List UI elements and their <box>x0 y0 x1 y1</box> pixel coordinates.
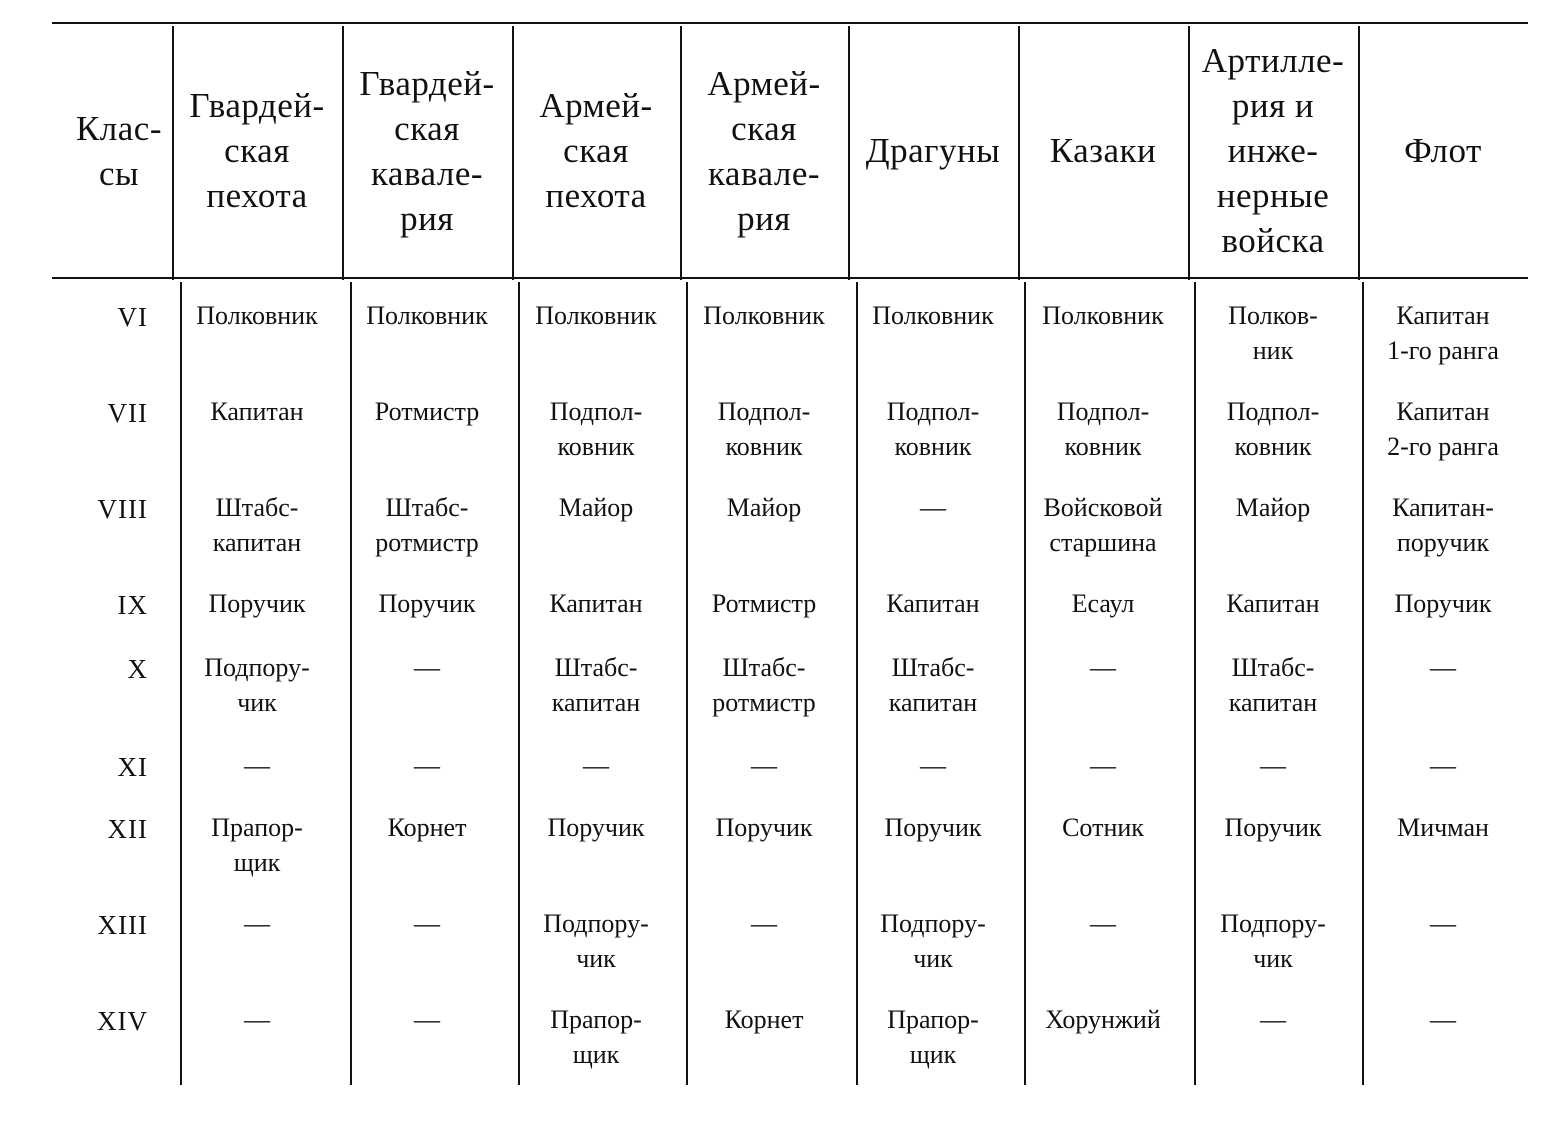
rank-cell-dragoons: Подпол- ковник <box>886 397 980 461</box>
rank-cell-army-cavalry: Корнет <box>724 1005 804 1034</box>
class-numeral: XII <box>107 814 148 844</box>
rank-cell-army-infantry: Полковник <box>535 301 657 330</box>
rank-cell-army-cavalry: — <box>751 909 777 938</box>
rank-cell-dragoons: Капитан <box>886 589 980 618</box>
rank-cell-army-infantry: Прапор- щик <box>550 1005 642 1069</box>
rank-cell-guard-infantry: Поручик <box>208 589 306 618</box>
rank-cell-guard-infantry: Капитан <box>210 397 304 426</box>
rank-cell-artillery-engineers: Подпору- чик <box>1220 909 1326 973</box>
rank-cell-navy: Мичман <box>1397 813 1489 842</box>
class-numeral: X <box>127 654 148 684</box>
rank-cell-navy: — <box>1430 1005 1456 1034</box>
rank-cell-cossacks: Сотник <box>1062 813 1144 842</box>
rank-cell-dragoons: Полковник <box>872 301 994 330</box>
rank-cell-army-infantry: — <box>583 751 609 780</box>
rank-cell-dragoons: Штабс- капитан <box>888 653 978 717</box>
rank-cell-navy: — <box>1430 909 1456 938</box>
rank-cell-cossacks: Хорунжий <box>1045 1005 1161 1034</box>
rank-cell-artillery-engineers: Подпол- ковник <box>1226 397 1320 461</box>
rank-cell-guard-infantry: — <box>244 1005 270 1034</box>
rank-cell-army-infantry: Штабс- капитан <box>551 653 641 717</box>
header-artillery-engineers: Артилле- рия и инже- нерные войска <box>1201 41 1345 260</box>
rank-cell-army-infantry: Майор <box>558 493 634 522</box>
header-cossacks: Казаки <box>1049 131 1157 170</box>
rank-cell-artillery-engineers: Поручик <box>1224 813 1322 842</box>
rank-cell-guard-cavalry: Штабс- ротмистр <box>375 493 479 557</box>
rank-cell-guard-cavalry: Полковник <box>366 301 488 330</box>
rank-cell-guard-cavalry: — <box>414 909 440 938</box>
rank-cell-navy: Капитан 2-го ранга <box>1387 397 1499 461</box>
rank-cell-army-cavalry: Поручик <box>715 813 813 842</box>
rank-cell-guard-infantry: — <box>244 909 270 938</box>
rank-cell-guard-infantry: Подпору- чик <box>204 653 310 717</box>
rank-cell-army-cavalry: Штабс- ротмистр <box>712 653 816 717</box>
class-numeral: XI <box>117 752 148 782</box>
rank-cell-guard-cavalry: Корнет <box>387 813 467 842</box>
rank-cell-guard-infantry: Штабс- капитан <box>212 493 302 557</box>
rank-cell-dragoons: Прапор- щик <box>887 1005 979 1069</box>
rank-cell-dragoons: — <box>920 751 946 780</box>
rank-cell-cossacks: — <box>1090 909 1116 938</box>
rank-cell-cossacks: — <box>1090 751 1116 780</box>
rank-cell-guard-cavalry: Ротмистр <box>374 397 480 426</box>
rank-cell-guard-cavalry: Поручик <box>378 589 476 618</box>
class-numeral: VI <box>117 302 148 332</box>
header-classes: Клас- сы <box>75 108 162 193</box>
header-army-infantry: Армей- ская пехота <box>539 86 653 215</box>
header-rule <box>52 277 1528 279</box>
rank-cell-cossacks: Полковник <box>1042 301 1164 330</box>
rank-cell-dragoons: Поручик <box>884 813 982 842</box>
class-numeral: XIV <box>97 1006 148 1036</box>
rank-cell-army-cavalry: Ротмистр <box>711 589 817 618</box>
rank-cell-guard-infantry: Прапор- щик <box>211 813 303 877</box>
header-dragoons: Драгуны <box>865 131 1001 170</box>
rank-cell-army-cavalry: Полковник <box>703 301 825 330</box>
rank-cell-army-infantry: Поручик <box>547 813 645 842</box>
rank-cell-artillery-engineers: Майор <box>1235 493 1311 522</box>
header-guard-infantry: Гвардей- ская пехота <box>189 86 325 215</box>
rank-cell-artillery-engineers: — <box>1260 1005 1286 1034</box>
rank-cell-cossacks: — <box>1090 653 1116 682</box>
rank-cell-guard-cavalry: — <box>414 751 440 780</box>
rank-cell-cossacks: Есаул <box>1071 589 1135 618</box>
rank-cell-guard-cavalry: — <box>414 1005 440 1034</box>
rank-cell-army-cavalry: Подпол- ковник <box>717 397 811 461</box>
class-numeral: VIII <box>97 494 148 524</box>
header-guard-cavalry: Гвардей- ская кавале- рия <box>359 63 495 238</box>
rank-cell-guard-infantry: — <box>244 751 270 780</box>
rank-cell-dragoons: Подпору- чик <box>880 909 986 973</box>
rank-cell-navy: — <box>1430 653 1456 682</box>
rank-cell-guard-infantry: Полковник <box>196 301 318 330</box>
rank-cell-artillery-engineers: — <box>1260 751 1286 780</box>
rank-cell-cossacks: Подпол- ковник <box>1056 397 1150 461</box>
rank-cell-navy: Капитан- поручик <box>1392 493 1494 557</box>
rank-cell-navy: — <box>1430 751 1456 780</box>
rank-cell-navy: Капитан 1-го ранга <box>1387 301 1499 365</box>
rank-cell-army-cavalry: — <box>751 751 777 780</box>
rank-cell-dragoons: — <box>920 493 946 522</box>
rank-cell-army-infantry: Капитан <box>549 589 643 618</box>
rank-cell-guard-cavalry: — <box>414 653 440 682</box>
rank-cell-cossacks: Войсковой старшина <box>1043 493 1163 557</box>
rank-cell-navy: Поручик <box>1394 589 1492 618</box>
rank-cell-artillery-engineers: Полков- ник <box>1228 301 1318 365</box>
class-numeral: XIII <box>97 910 148 940</box>
rank-cell-army-infantry: Подпол- ковник <box>549 397 643 461</box>
class-numeral: VII <box>107 398 148 428</box>
rank-cell-artillery-engineers: Капитан <box>1226 589 1320 618</box>
rank-cell-artillery-engineers: Штабс- капитан <box>1228 653 1318 717</box>
header-army-cavalry: Армей- ская кавале- рия <box>707 63 821 238</box>
rank-cell-army-cavalry: Майор <box>726 493 802 522</box>
header-navy: Флот <box>1404 131 1482 170</box>
rank-cell-army-infantry: Подпору- чик <box>543 909 649 973</box>
class-numeral: IX <box>117 590 148 620</box>
